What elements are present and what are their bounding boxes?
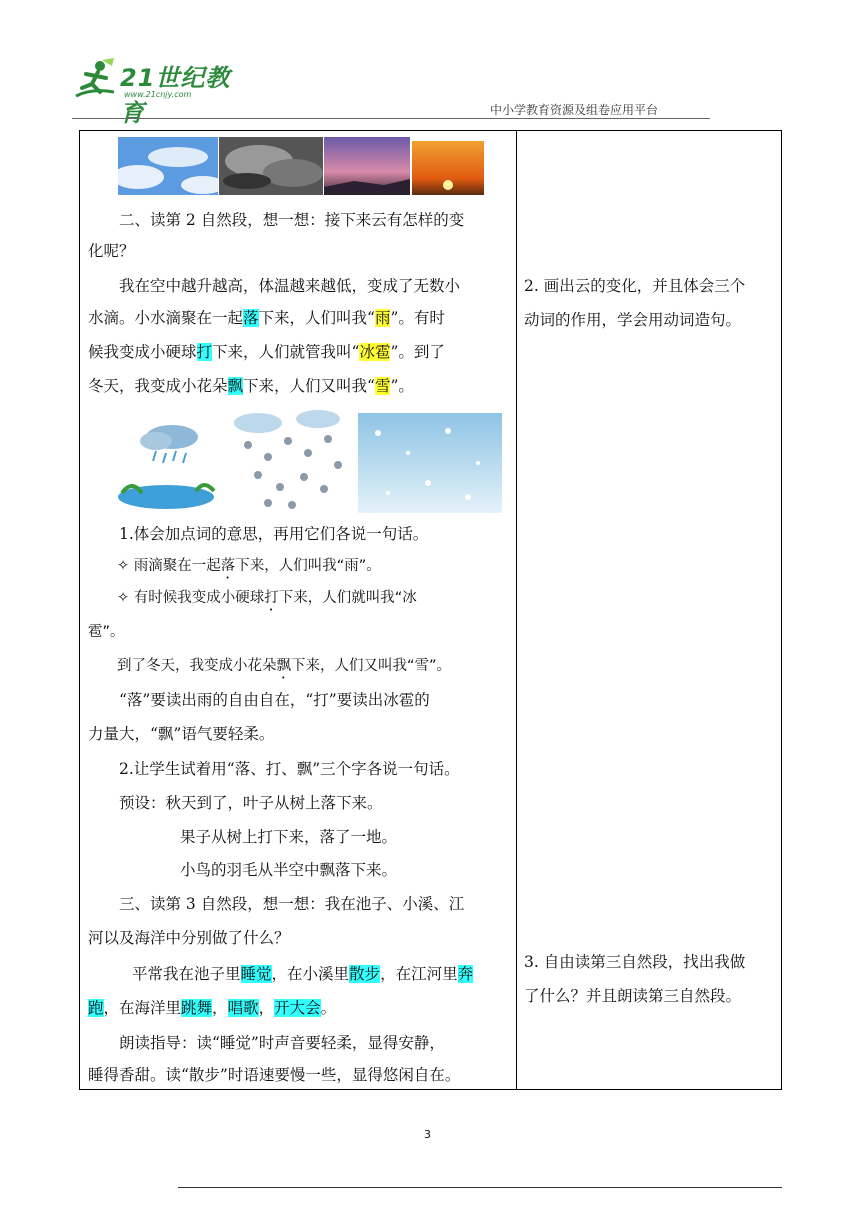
cloud-photo-sunset — [324, 137, 410, 195]
reading-tip-1: “落”要读出雨的自由自在，“打”要读出冰雹的 — [119, 691, 430, 709]
para3-line2: 跑，在海洋里跳舞，唱歌，开大会。 — [88, 999, 337, 1017]
cloud-photo-dark — [219, 137, 323, 195]
sentence-2-cont: 雹”。 — [88, 624, 125, 640]
sentence-3: 到了冬天，我变成小花朵飘下来，人们又叫我“雪”。 — [117, 658, 452, 674]
highlight-bingbao: 冰雹 — [359, 343, 391, 361]
header-rule — [72, 118, 710, 119]
task-1: 1.体会加点词的意思，再用它们各说一句话。 — [119, 525, 429, 543]
footer-rule — [178, 1187, 782, 1188]
section-3-title-line1: 三、读第 3 自然段，想一想：我在池子、小溪、江 — [119, 895, 465, 913]
site-logo — [72, 58, 232, 127]
guide-line1: 朗读指导：读“睡觉”时声音要轻柔，显得安静， — [119, 1034, 445, 1052]
para-line-a: 我在空中越升越高，体温越来越低，变成了无数小 — [119, 277, 461, 295]
note-2-line2: 动词的作用，学会用动词造句。 — [524, 311, 742, 329]
platform-name: 中小学教育资源及组卷应用平台 — [489, 103, 658, 117]
reading-tip-2: 力量大，“飘”语气要轻柔。 — [88, 725, 275, 743]
logo-text: 21世纪教育 — [120, 64, 231, 127]
cloud-photo-orange — [412, 141, 484, 195]
highlight-luo: 落 — [243, 309, 259, 327]
section-2-title-line1: 二、读第 2 自然段，想一想：接下来云有怎样的变 — [119, 211, 465, 229]
sentence-2: ✧ 有时候我变成小硬球打下来，人们就叫我“冰 — [117, 590, 417, 606]
para-line-b: 水滴。小水滴聚在一起落下来，人们叫我“雨”。有时 — [88, 309, 445, 327]
lesson-table — [79, 130, 782, 1090]
rain-illustration — [116, 419, 220, 511]
para-line-d: 冬天，我变成小花朵飘下来，人们又叫我“雪”。 — [88, 377, 414, 395]
note-3-line1: 3. 自由读第三自然段，找出我做 — [524, 953, 746, 971]
page-number: 3 — [424, 1128, 431, 1141]
highlight-yu: 雨 — [374, 309, 391, 327]
highlight-da: 打 — [196, 343, 213, 361]
task-2: 2.让学生试着用“落、打、飘”三个字各说一句话。 — [119, 760, 460, 778]
para3-line1: 平常我在池子里睡觉，在小溪里散步，在江河里奔 — [132, 965, 474, 983]
highlight-piao: 飘 — [227, 377, 244, 395]
preset-3: 小鸟的羽毛从半空中飘落下来。 — [180, 861, 398, 879]
note-2-line1: 2. 画出云的变化，并且体会三个 — [524, 277, 746, 295]
sentence-1: ✧ 雨滴聚在一起落下来，人们叫我“雨”。 — [117, 558, 381, 574]
hail-illustration — [228, 409, 352, 515]
snow-photo — [358, 413, 502, 513]
logo-url: www.21cnjy.com — [124, 90, 192, 99]
note-3-line2: 了什么？并且朗读第三自然段。 — [524, 987, 742, 1005]
preset-1: 预设：秋天到了，叶子从树上落下来。 — [119, 794, 383, 812]
column-divider — [516, 131, 517, 1089]
section-2-title-line2: 化呢？ — [88, 242, 135, 260]
preset-2: 果子从树上打下来，落了一地。 — [180, 828, 398, 846]
guide-line2: 睡得香甜。读“散步”时语速要慢一些，显得悠闲自在。 — [88, 1066, 461, 1084]
cloud-photo-blue-sky — [118, 137, 218, 195]
section-3-title-line2: 河以及海洋中分别做了什么？ — [88, 929, 290, 947]
highlight-xue: 雪 — [374, 377, 391, 395]
para-line-c: 候我变成小硬球打下来，人们就管我叫“冰雹”。到了 — [88, 343, 445, 361]
runner-logo-icon — [72, 58, 118, 102]
